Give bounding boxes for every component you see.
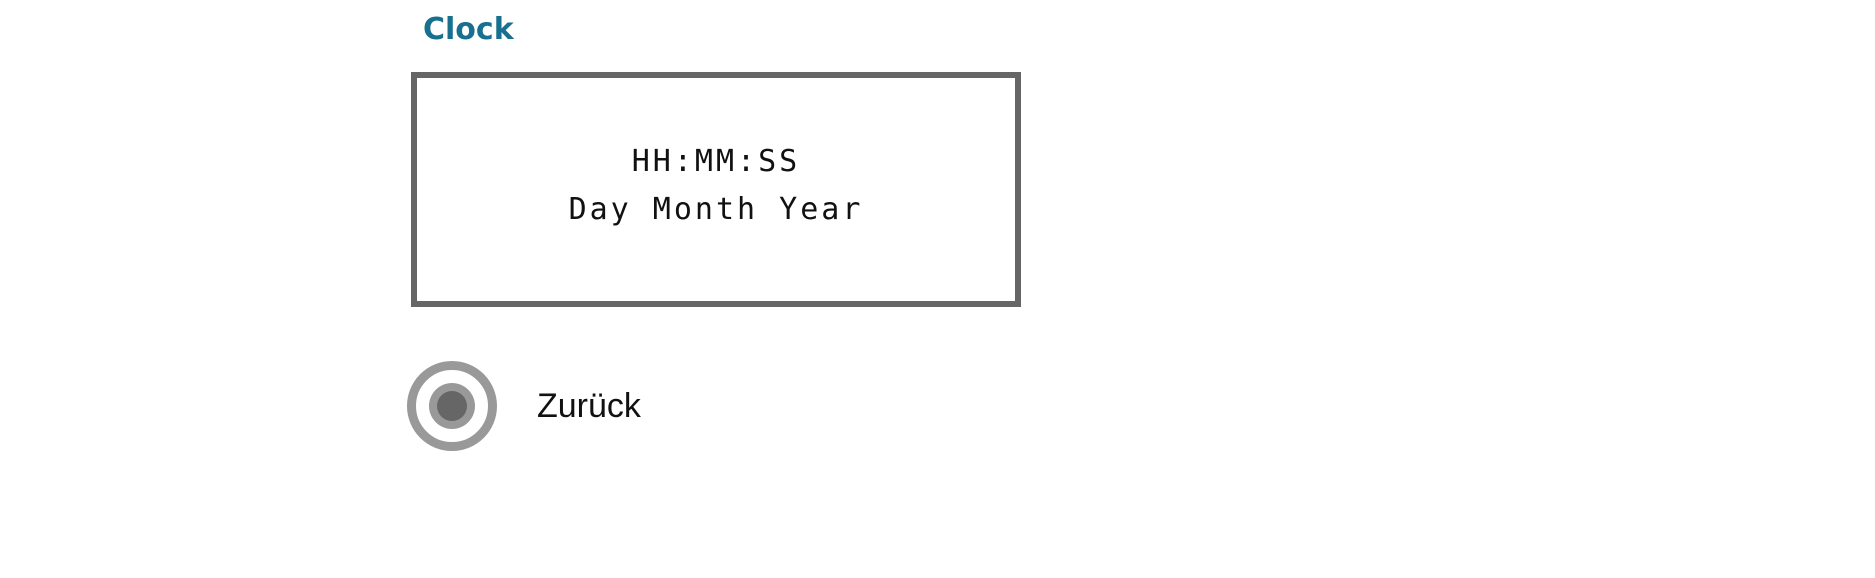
back-radio[interactable] — [407, 361, 497, 451]
clock-display — [411, 72, 1021, 307]
back-label[interactable]: Zurück — [537, 387, 641, 425]
radio-selected-ring — [429, 383, 475, 429]
back-button[interactable] — [407, 361, 641, 451]
clock-time: HH:MM:SS — [631, 144, 801, 179]
clock-readout — [417, 138, 1015, 234]
radio-selected-dot — [437, 391, 467, 421]
page-title: Clock — [423, 12, 514, 47]
clock-date: Day Month Year — [568, 192, 864, 227]
